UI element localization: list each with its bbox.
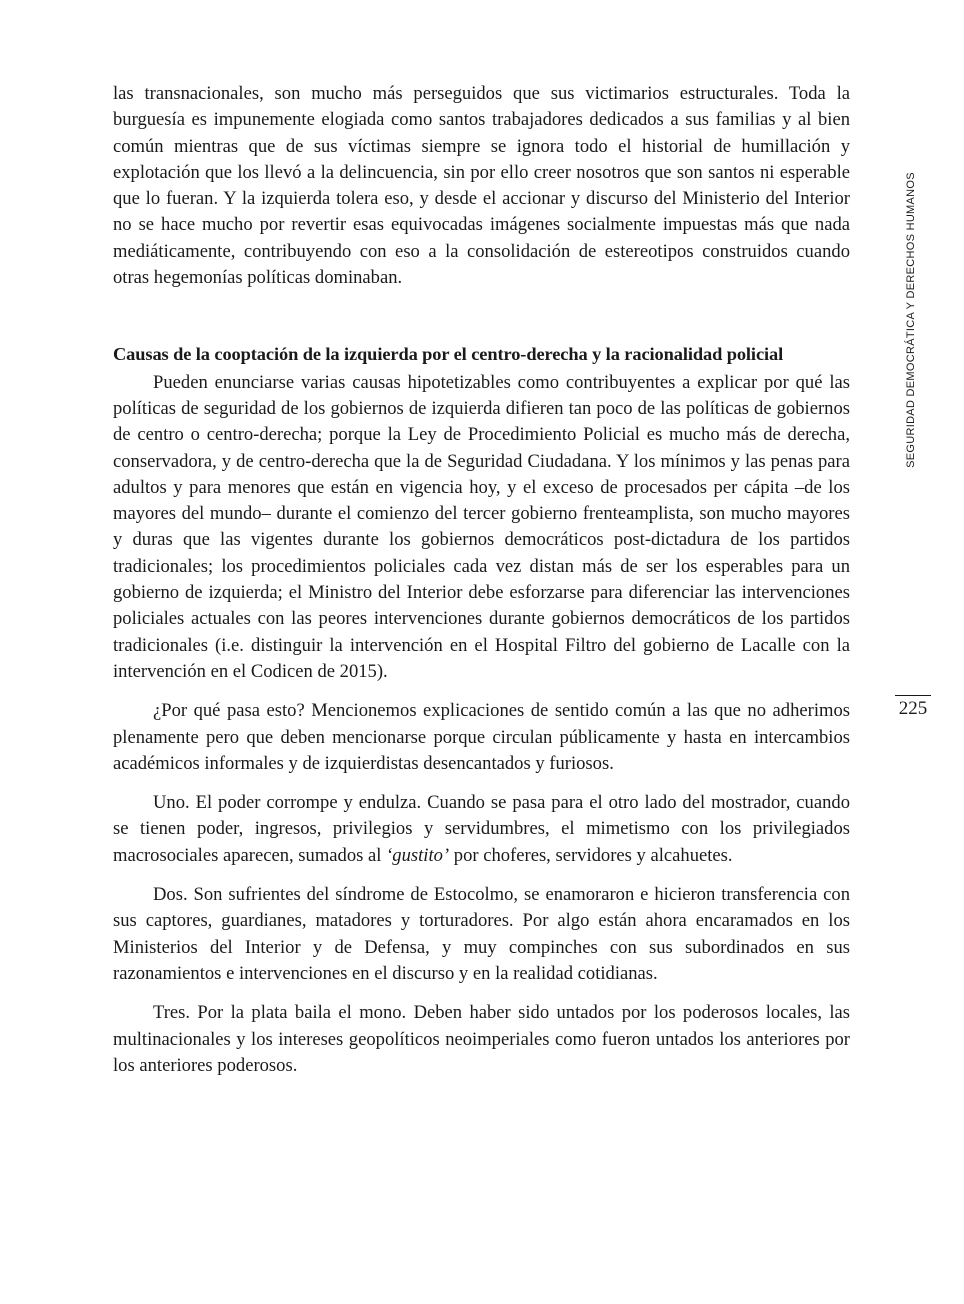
- paragraph-3: [113, 790, 850, 869]
- paragraph-2: ¿Por qué pasa esto? Mencionemos explicaciones de sentido común a las que no adherimos plenamente pero que deben mencionarse porque circulan públicamente y hasta en intercambios académicos informales y de izquierdistas desencantados y furiosos.: [113, 700, 850, 774]
- paragraph-5: Tres. Por la plata baila el mono. Deben haber sido untados por los poderosos locales, las multinacionales y los intereses geopolíticos neoimperiales como fueron untados los anteriores por los anteriores poderosos.: [113, 1002, 850, 1076]
- paragraph-3-text-after: por choferes, servidores y alcahuetes.: [449, 844, 733, 866]
- running-head: SEGURIDAD DEMOCRÁTICA Y DERECHOS HUMANOS: [905, 172, 917, 468]
- page-body: [113, 81, 850, 1079]
- paragraph-4: Dos. Son sufrientes del síndrome de Estocolmo, se enamoraron e hicieron transferencia con sus captores, guardianes, matadores y torturadores. Por algo están ahora encaramados en los Ministerios del Interior y de Defensa, y muy compinches con sus subordinados en sus razonamientos e intervenciones en el discurso y en la realidad cotidianas.: [113, 884, 850, 984]
- intro-paragraph: las transnacionales, son mucho más perseguidos que sus victimarios estructurales. Toda la burguesía es impunemente elogiada como santos trabajadores dedicados a sus familias y al bien común mientras que de sus víctimas siempre se ignora todo el historial de humillación y explotación que los llevó a la delincuencia, sin por ello creer nosotros que son santos ni esperable que lo fueran. Y la izquierda tolera eso, y desde el accionar y discurso del Ministerio del Interior no se hace mucho por revertir esas equivocadas imágenes socialmente impuestas más que nada mediáticamente, contribuyendo con eso a la consolidación de estereotipos construidos cuando otras hegemonías políticas dominaban.: [113, 83, 850, 289]
- page-number-rule: [895, 695, 931, 696]
- section-heading: Causas de la cooptación de la izquierda por el centro-derecha y la racionalidad policial: [113, 344, 784, 365]
- paragraph-3-text-before: Uno. El poder corrompe y endulza. Cuando se pasa para el otro lado del mostrador, cuando se tienen poder, ingresos, privilegios y servidumbres, el mimetismo con los privilegiados macrosociales aparecen, sumados al: [113, 792, 850, 866]
- gustito-italic: ‘gustito’: [386, 844, 450, 866]
- paragraph-1: Pueden enunciarse varias causas hipotetizables como contribuyentes a explicar por qué las políticas de seguridad de los gobiernos de izquierda difieren tan poco de las políticas de gobiernos de centro o centro-derecha; porque la Ley de Procedimiento Policial es mucho más de derecha, conservadora, y de centro-derecha que la de Seguridad Ciudadana. Y los mínimos y las penas para adultos y para menores que están en vigencia hoy, y el exceso de procesados per cápita –de los mayores del mundo– durante el comienzo del tercer gobierno frenteamplista, son mucho mayores y duras que las vigentes durante los gobiernos democráticos post-dictadura de los partidos tradicionales; los procedimientos policiales cada vez distan más de ser los esperables para un gobierno de izquierda; el Ministro del Interior debe esforzarse para diferenciar las intervenciones policiales actuales con las peores intervenciones durante gobiernos democráticos de los partidos tradicionales (i.e. distinguir la intervención en el Hospital Filtro del gobierno de Lacalle con la intervención en el Codicen de 2015).: [113, 371, 850, 682]
- page-number: 225: [898, 698, 928, 719]
